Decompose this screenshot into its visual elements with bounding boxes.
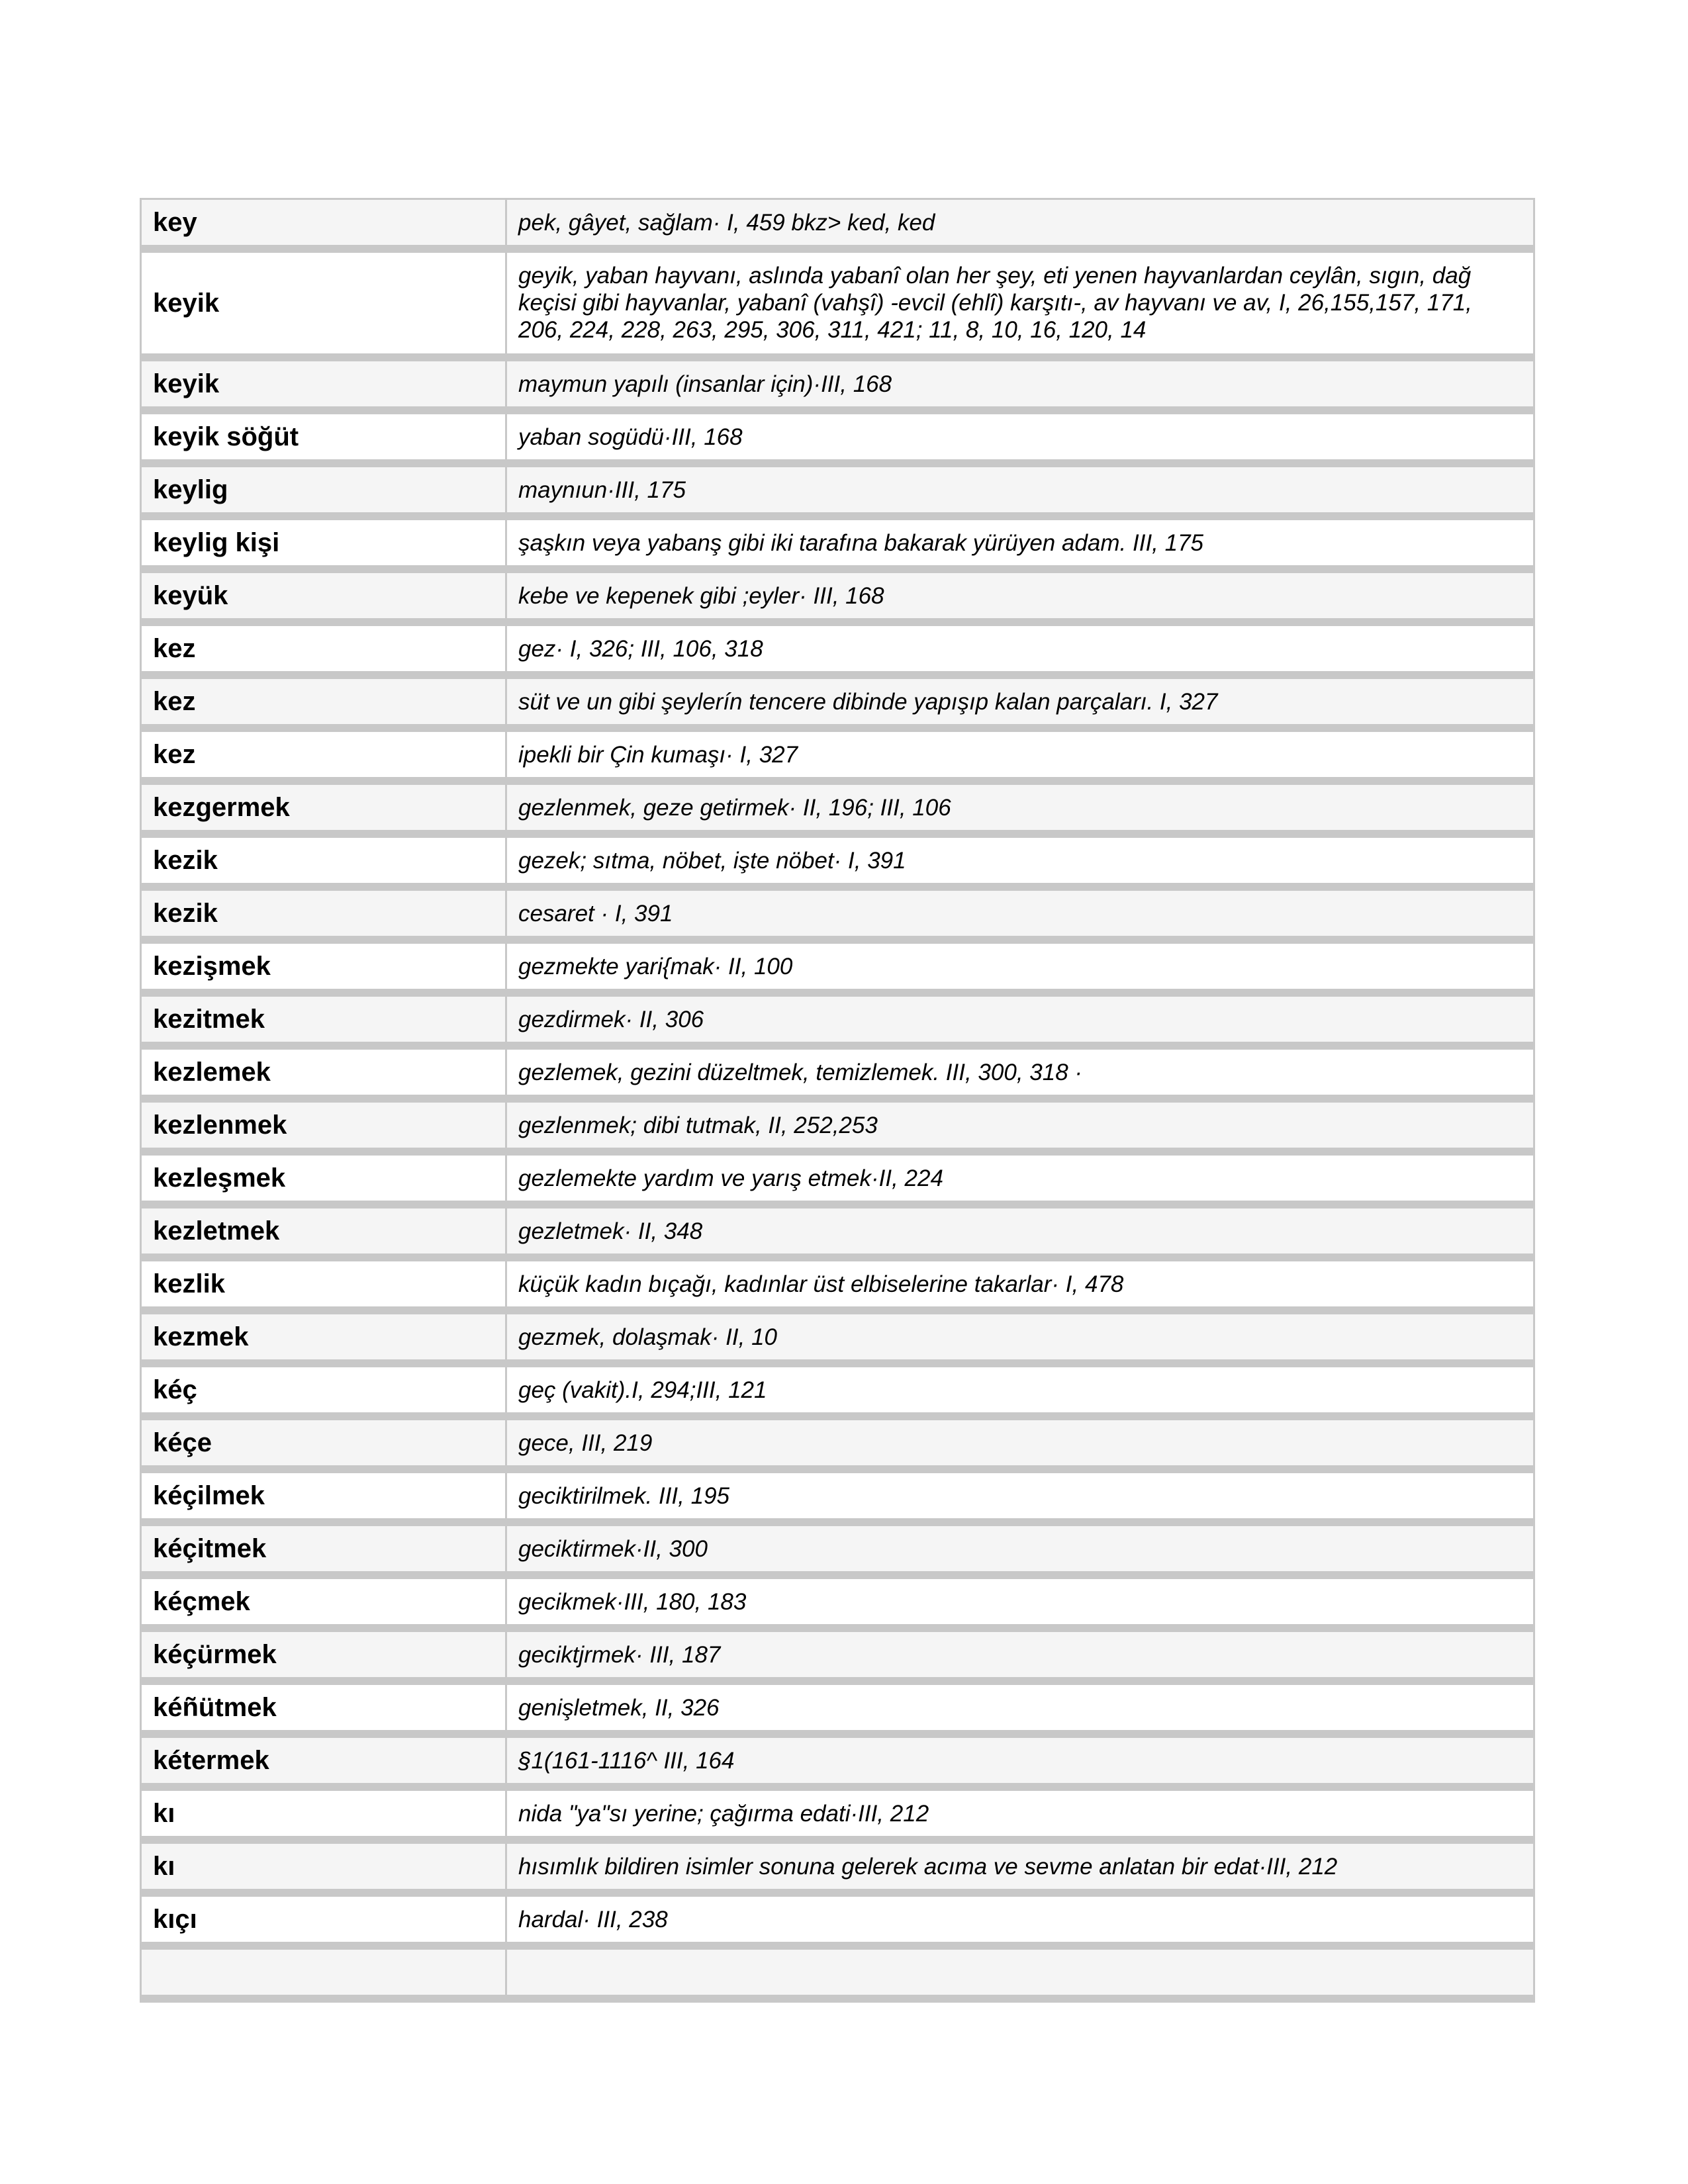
headword: kezik: [142, 838, 507, 883]
definition: küçük kadın bıçağı, kadınlar üst elbiselerine takarlar· I, 478: [518, 1271, 1124, 1297]
definition: geç (vakit).I, 294;III, 121: [518, 1377, 767, 1403]
table-row: [142, 1103, 1533, 1156]
table-row: [142, 1473, 1533, 1526]
headword: kéçmek: [142, 1579, 507, 1624]
table-row: [142, 414, 1533, 467]
definition: geyik, yaban hayvanı, aslında yabanî olan her şey, eti yenen hayvanlardan ceylân, sıgın, dağ keçisi gibi hayvanlar, yabanî (vahşî) -evcil (ehlî) karşıtı-, av hayvanı ve av, I, 26,155,157, 171, 206, 224, 228, 263, 295, 306, 311, 421; 11, 8, 10, 16, 120, 14: [518, 263, 1472, 343]
definition: gezlenmek; dibi tutmak, II, 252,253: [518, 1113, 878, 1138]
table-row: [142, 1420, 1533, 1473]
table-row: [142, 944, 1533, 997]
definition: hardal· III, 238: [518, 1907, 668, 1933]
definition: gezmekte yari{mak· II, 100: [518, 954, 793, 979]
definition: cesaret · I, 391: [518, 901, 673, 927]
table-row: [142, 1579, 1533, 1632]
definition: gezlemek, gezini düzeltmek, temizlemek. III, 300, 318 ·: [518, 1060, 1083, 1085]
definition: [507, 1950, 1533, 1995]
table-row: [142, 1050, 1533, 1103]
headword: kezletmek: [142, 1208, 507, 1253]
headword: kéñütmek: [142, 1685, 507, 1730]
table-row: [142, 1950, 1533, 2003]
definition: gezletmek· II, 348: [518, 1218, 703, 1244]
table-row: [142, 679, 1533, 732]
headword: kezlemek: [142, 1050, 507, 1095]
table-row: [142, 1156, 1533, 1208]
headword: keylig: [142, 467, 507, 512]
headword: kezişmek: [142, 944, 507, 989]
table-row: [142, 467, 1533, 520]
definition: kebe ve kepenek gibi ;eyler· III, 168: [518, 583, 884, 609]
headword: kez: [142, 679, 507, 724]
table-row: [142, 200, 1533, 253]
headword: kéçitmek: [142, 1526, 507, 1571]
headword: kezik: [142, 891, 507, 936]
definition: nida "ya"sı yerine; çağırma edati·III, 212: [518, 1801, 929, 1827]
definition: gecikmek·III, 180, 183: [518, 1589, 747, 1615]
table-row: [142, 1685, 1533, 1738]
table-row: [142, 626, 1533, 679]
headword: kezleşmek: [142, 1156, 507, 1201]
table-row: [142, 997, 1533, 1050]
headword: kezgermek: [142, 785, 507, 830]
definition: pek, gâyet, sağlam· I, 459 bkz> ked, ked: [518, 210, 935, 236]
table-row: [142, 785, 1533, 838]
definition: geciktirilmek. III, 195: [518, 1483, 729, 1509]
table-row: [142, 1632, 1533, 1685]
definition: geciktirmek·II, 300: [518, 1536, 708, 1562]
definition: süt ve un gibi şeylerín tencere dibinde yapışıp kalan parçaları. I, 327: [518, 689, 1218, 715]
table-row: [142, 361, 1533, 414]
table-row: [142, 1526, 1533, 1579]
headword: keyik: [142, 361, 507, 406]
headword: kéçilmek: [142, 1473, 507, 1518]
definition: şaşkın veya yabanş gibi iki tarafına bakarak yürüyen adam. III, 175: [518, 530, 1204, 556]
table-row: [142, 253, 1533, 361]
headword: kez: [142, 626, 507, 671]
definition: maynıun·III, 175: [518, 477, 686, 503]
table-row: [142, 732, 1533, 785]
headword: kéçe: [142, 1420, 507, 1465]
table-row: [142, 1367, 1533, 1420]
definition: maymun yapılı (insanlar için)·III, 168: [518, 371, 892, 397]
headword: kezlik: [142, 1261, 507, 1306]
definition: hısımlık bildiren isimler sonuna gelerek acıma ve sevme anlatan bir edat·III, 212: [518, 1854, 1338, 1880]
table-row: [142, 1261, 1533, 1314]
definition: gez· I, 326; III, 106, 318: [518, 636, 763, 662]
table-row: [142, 520, 1533, 573]
headword: kı: [142, 1791, 507, 1836]
headword: kıçı: [142, 1897, 507, 1942]
definition: gezdirmek· II, 306: [518, 1007, 704, 1032]
headword: [142, 1950, 507, 1995]
definition: yaban sogüdü·III, 168: [518, 424, 743, 450]
definition: ipekli bir Çin kumaşı· I, 327: [518, 742, 798, 768]
headword: kezlenmek: [142, 1103, 507, 1148]
headword: kétermek: [142, 1738, 507, 1783]
table-row: [142, 1314, 1533, 1367]
table-row: [142, 1897, 1533, 1950]
headword: keyik söğüt: [142, 414, 507, 459]
headword: kez: [142, 732, 507, 777]
headword: keyik: [142, 253, 507, 353]
headword: keyük: [142, 573, 507, 618]
table-row: [142, 1208, 1533, 1261]
headword: kezitmek: [142, 997, 507, 1042]
table-row: [142, 573, 1533, 626]
headword: keylig kişi: [142, 520, 507, 565]
definition: geciktjrmek· III, 187: [518, 1642, 721, 1668]
table-row: [142, 1791, 1533, 1844]
definition: gezlenmek, geze getirmek· II, 196; III, 106: [518, 795, 951, 821]
headword: kéç: [142, 1367, 507, 1412]
definition: gezmek, dolaşmak· II, 10: [518, 1324, 777, 1350]
table-row: [142, 1844, 1533, 1897]
definition: gezlemekte yardım ve yarış etmek·II, 224: [518, 1165, 943, 1191]
headword: kezmek: [142, 1314, 507, 1359]
headword: key: [142, 200, 507, 245]
definition: gece, III, 219: [518, 1430, 653, 1456]
definition: gezek; sıtma, nöbet, işte nöbet· I, 391: [518, 848, 906, 874]
headword: kéçürmek: [142, 1632, 507, 1677]
table-row: [142, 891, 1533, 944]
table-row: [142, 838, 1533, 891]
definition: §1(161-1116^ III, 164: [518, 1748, 735, 1774]
headword: kı: [142, 1844, 507, 1889]
table-row: [142, 1738, 1533, 1791]
definition: genişletmek, II, 326: [518, 1695, 720, 1721]
dictionary-table: [140, 198, 1535, 2003]
